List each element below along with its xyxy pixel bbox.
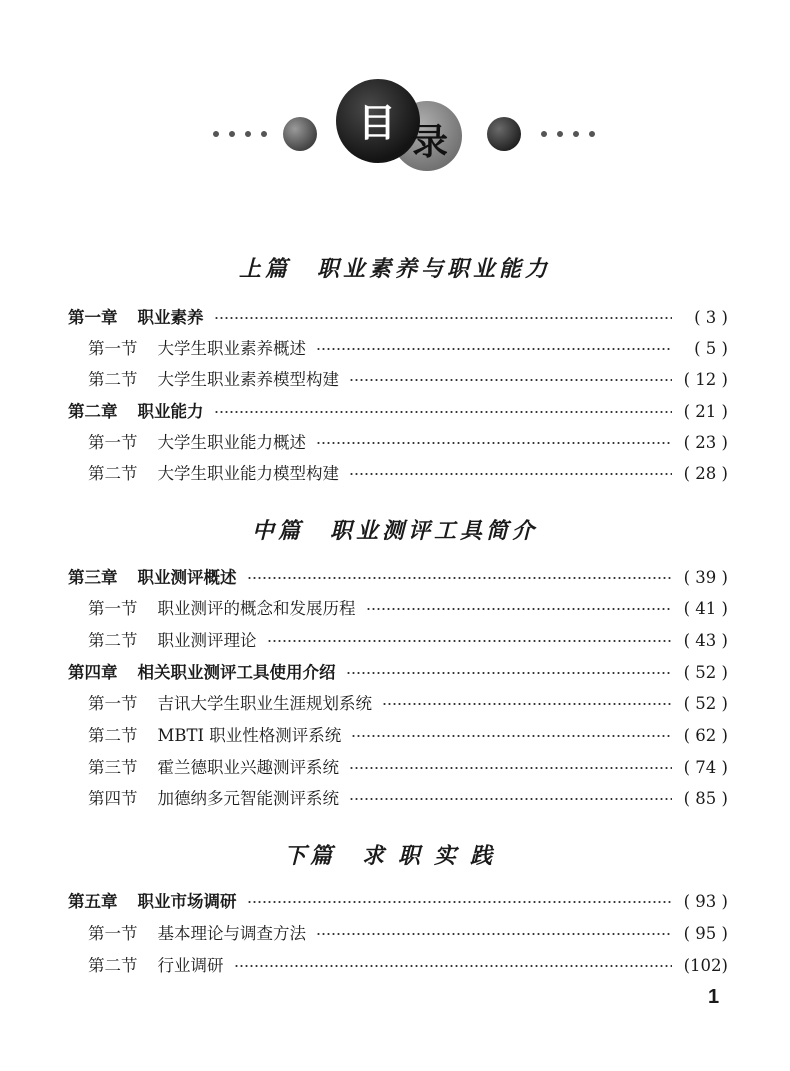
chapter-label: 第三章	[68, 568, 118, 587]
part-title: 职业测评工具简介	[330, 518, 539, 544]
toc-row-chapter[interactable]	[68, 566, 728, 590]
section-label: 第二节	[88, 726, 138, 745]
dot-leader	[316, 344, 672, 354]
dot-leader	[349, 794, 672, 804]
page-ref: ( 93 )	[683, 892, 728, 911]
dot-leader	[234, 961, 673, 971]
page-ref: ( 52 )	[683, 663, 728, 682]
toc-row-chapter[interactable]	[68, 306, 728, 330]
right-ball-ornament	[487, 117, 521, 151]
section-label: 第一节	[88, 339, 138, 358]
dot-leader	[382, 699, 672, 709]
section-title: 吉讯大学生职业生涯规划系统	[157, 694, 372, 713]
dot-leader	[349, 763, 672, 773]
chapter-label: 第四章	[68, 663, 118, 682]
section-label: 第二节	[88, 956, 138, 975]
toc-row-section[interactable]	[88, 597, 728, 621]
dot-leader	[214, 407, 673, 417]
section-title: 大学生职业能力模型构建	[157, 464, 339, 483]
chapter-label: 第一章	[68, 308, 118, 327]
toc-row-section[interactable]	[88, 954, 728, 978]
section-title: 大学生职业素养概述	[157, 339, 306, 358]
toc-row-section[interactable]	[88, 337, 728, 361]
page-ref: ( 3 )	[694, 308, 728, 327]
toc-row-section[interactable]	[88, 756, 728, 780]
page-ref: ( 5 )	[694, 339, 728, 358]
dot-leader	[247, 573, 673, 583]
right-dots-ornament	[541, 131, 595, 137]
part-heading-3	[0, 839, 790, 870]
dot-leader	[366, 604, 673, 614]
section-label: 第四节	[88, 789, 138, 808]
page-ref: ( 12 )	[683, 370, 728, 389]
chapter-label: 第五章	[68, 892, 118, 911]
dot-leader	[351, 731, 672, 741]
dot-leader	[247, 897, 673, 907]
part-title: 求职实践	[362, 843, 507, 869]
chapter-title: 职业市场调研	[137, 892, 237, 911]
section-label: 第二节	[88, 631, 138, 650]
toc-row-section[interactable]	[88, 724, 728, 748]
title-char-lu: 录	[412, 122, 449, 163]
section-label: 第一节	[88, 599, 138, 618]
dot-leader	[346, 668, 673, 678]
chapter-title: 职业能力	[137, 402, 204, 421]
section-title: MBTI 职业性格测评系统	[157, 726, 342, 745]
page-ref: ( 85 )	[683, 789, 728, 808]
section-title: 大学生职业素养模型构建	[157, 370, 339, 389]
section-title: 加德纳多元智能测评系统	[157, 789, 339, 808]
toc-row-section[interactable]	[88, 787, 728, 811]
page-ref: ( 41 )	[683, 599, 728, 618]
section-title: 职业测评的概念和发展历程	[157, 599, 356, 618]
toc-row-section[interactable]	[88, 922, 728, 946]
dot-leader	[214, 313, 673, 323]
toc-header	[0, 0, 790, 200]
toc-row-chapter[interactable]	[68, 890, 728, 914]
toc-row-chapter[interactable]	[68, 400, 728, 424]
toc-row-section[interactable]	[88, 629, 728, 653]
page-ref: ( 62 )	[683, 726, 728, 745]
dot-leader	[316, 929, 672, 939]
section-label: 第三节	[88, 758, 138, 777]
section-title: 职业测评理论	[157, 631, 257, 650]
page-ref: ( 21 )	[683, 402, 728, 421]
part-name: 中篇	[251, 518, 304, 544]
section-label: 第一节	[88, 694, 138, 713]
section-label: 第二节	[88, 370, 138, 389]
title-char-mu: 目	[358, 101, 397, 145]
part-title: 职业素养与职业能力	[317, 256, 552, 282]
chapter-title: 相关职业测评工具使用介绍	[137, 663, 336, 682]
left-ball-ornament	[283, 117, 317, 151]
left-dots-ornament	[213, 131, 267, 137]
dot-leader	[349, 469, 672, 479]
page-ref: ( 52 )	[683, 694, 728, 713]
part-name: 下篇	[283, 843, 336, 869]
dot-leader	[316, 438, 672, 448]
page-ref: ( 43 )	[683, 631, 728, 650]
page-number: 1	[708, 986, 720, 1008]
section-label: 第二节	[88, 464, 138, 483]
section-title: 霍兰德职业兴趣测评系统	[157, 758, 339, 777]
page-ref: ( 95 )	[683, 924, 728, 943]
dot-leader	[349, 375, 672, 385]
toc-row-section[interactable]	[88, 692, 728, 716]
page-ref: ( 74 )	[683, 758, 728, 777]
chapter-title: 职业测评概述	[137, 568, 237, 587]
chapter-title: 职业素养	[137, 308, 204, 327]
section-label: 第一节	[88, 924, 138, 943]
part-heading-2	[0, 514, 790, 545]
section-title: 行业调研	[157, 956, 224, 975]
chapter-label: 第二章	[68, 402, 118, 421]
page-ref: ( 28 )	[683, 464, 728, 483]
page-ref: ( 23 )	[683, 433, 728, 452]
page-ref: (102)	[683, 956, 728, 975]
toc-row-chapter[interactable]	[68, 661, 728, 685]
section-title: 基本理论与调查方法	[157, 924, 306, 943]
section-title: 大学生职业能力概述	[157, 433, 306, 452]
toc-row-section[interactable]	[88, 368, 728, 392]
toc-row-section[interactable]	[88, 431, 728, 455]
page-ref: ( 39 )	[683, 568, 728, 587]
dot-leader	[267, 636, 673, 646]
part-name: 上篇	[238, 256, 291, 282]
section-label: 第一节	[88, 433, 138, 452]
toc-row-section[interactable]	[88, 462, 728, 486]
part-heading-1	[0, 252, 790, 283]
